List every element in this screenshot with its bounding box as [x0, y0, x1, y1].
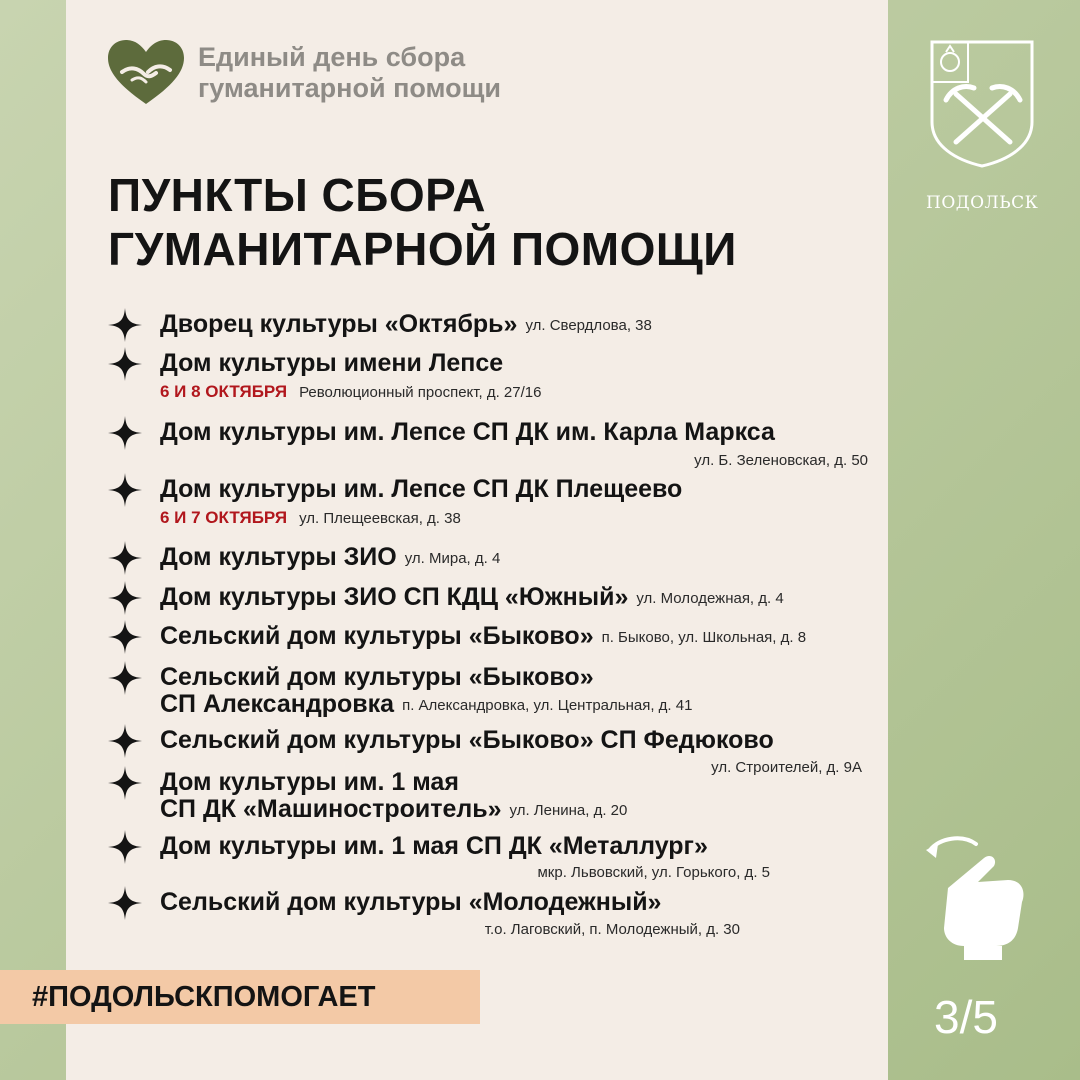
- item-name: Дом культуры имени Лепсе: [160, 349, 504, 377]
- sparkle-icon: [108, 886, 142, 920]
- sparkle-icon: [108, 347, 142, 381]
- swipe-hand-icon: [924, 836, 1032, 962]
- item-name: Дом культуры ЗИО: [160, 543, 397, 571]
- item-name: Сельский дом культуры «Быково» СП Федюково: [160, 726, 774, 754]
- heart-hands-icon: [108, 40, 184, 106]
- item-address: ул. Плещеевская, д. 38: [299, 510, 461, 527]
- item-address: ул. Ленина, д. 20: [509, 802, 628, 819]
- title-line-1: ПУНКТЫ СБОРА: [108, 169, 486, 221]
- title-line-2: ГУМАНИТАРНОЙ ПОМОЩИ: [108, 223, 737, 275]
- sparkle-icon: [108, 541, 142, 575]
- page-indicator: 3/5: [934, 991, 998, 1043]
- coat-of-arms-icon: [926, 38, 1038, 170]
- item-name: Сельский дом культуры «Быково»: [160, 663, 594, 691]
- brand-header: [108, 40, 501, 106]
- item-dates: 6 И 8 ОКТЯБРЯ: [160, 382, 288, 401]
- sparkle-icon: [108, 581, 142, 615]
- item-address: ул. Мира, д. 4: [404, 550, 501, 567]
- sparkle-icon: [108, 724, 142, 758]
- item-address: мкр. Львовский, ул. Горького, д. 5: [537, 864, 770, 881]
- brand-line-2: гуманитарной помощи: [198, 73, 502, 103]
- item-dates: 6 И 7 ОКТЯБРЯ: [160, 508, 288, 527]
- item-name: Дом культуры им. Лепсе СП ДК Плещеево: [160, 475, 683, 503]
- item-name: Дом культуры им. 1 мая СП ДК «Металлург»: [160, 832, 708, 860]
- sparkle-icon: [108, 661, 142, 695]
- city-name: ПОДОЛЬСК: [926, 193, 1039, 213]
- item-name: Дворец культуры «Октябрь»: [160, 310, 518, 338]
- sparkle-icon: [108, 830, 142, 864]
- brand-line-1: Единый день сбора: [198, 42, 466, 72]
- item-address: п. Быково, ул. Школьная, д. 8: [601, 629, 807, 646]
- item-address: т.о. Лаговский, п. Молодежный, д. 30: [484, 921, 740, 938]
- item-name: Дом культуры им. 1 мая: [160, 768, 459, 796]
- sparkle-icon: [108, 416, 142, 450]
- item-name: Сельский дом культуры «Быково»: [160, 622, 594, 650]
- item-name-line-2: СП Александровка: [160, 690, 395, 718]
- page-title: [108, 168, 737, 276]
- item-address: Революционный проспект, д. 27/16: [299, 384, 542, 401]
- sparkle-icon: [108, 766, 142, 800]
- item-address: ул. Б. Зеленовская, д. 50: [694, 452, 868, 469]
- sparkle-icon: [108, 308, 142, 342]
- item-address: ул. Молодежная, д. 4: [636, 590, 784, 607]
- sparkle-icon: [108, 473, 142, 507]
- hashtag-banner: #ПОДОЛЬСКПОМОГАЕТ: [0, 970, 480, 1024]
- item-name-line-2: СП ДК «Машиностроитель»: [160, 795, 502, 823]
- sparkle-icon: [108, 620, 142, 654]
- item-address: ул. Строителей, д. 9А: [711, 759, 862, 776]
- item-address: ул. Свердлова, 38: [525, 317, 652, 334]
- content-panel: [66, 0, 888, 1080]
- item-address: п. Александровка, ул. Центральная, д. 41: [402, 697, 693, 714]
- item-name: Дом культуры ЗИО СП КДЦ «Южный»: [160, 583, 629, 611]
- item-name: Дом культуры им. Лепсе СП ДК им. Карла Маркса: [160, 418, 775, 446]
- item-name: Сельский дом культуры «Молодежный»: [160, 888, 662, 916]
